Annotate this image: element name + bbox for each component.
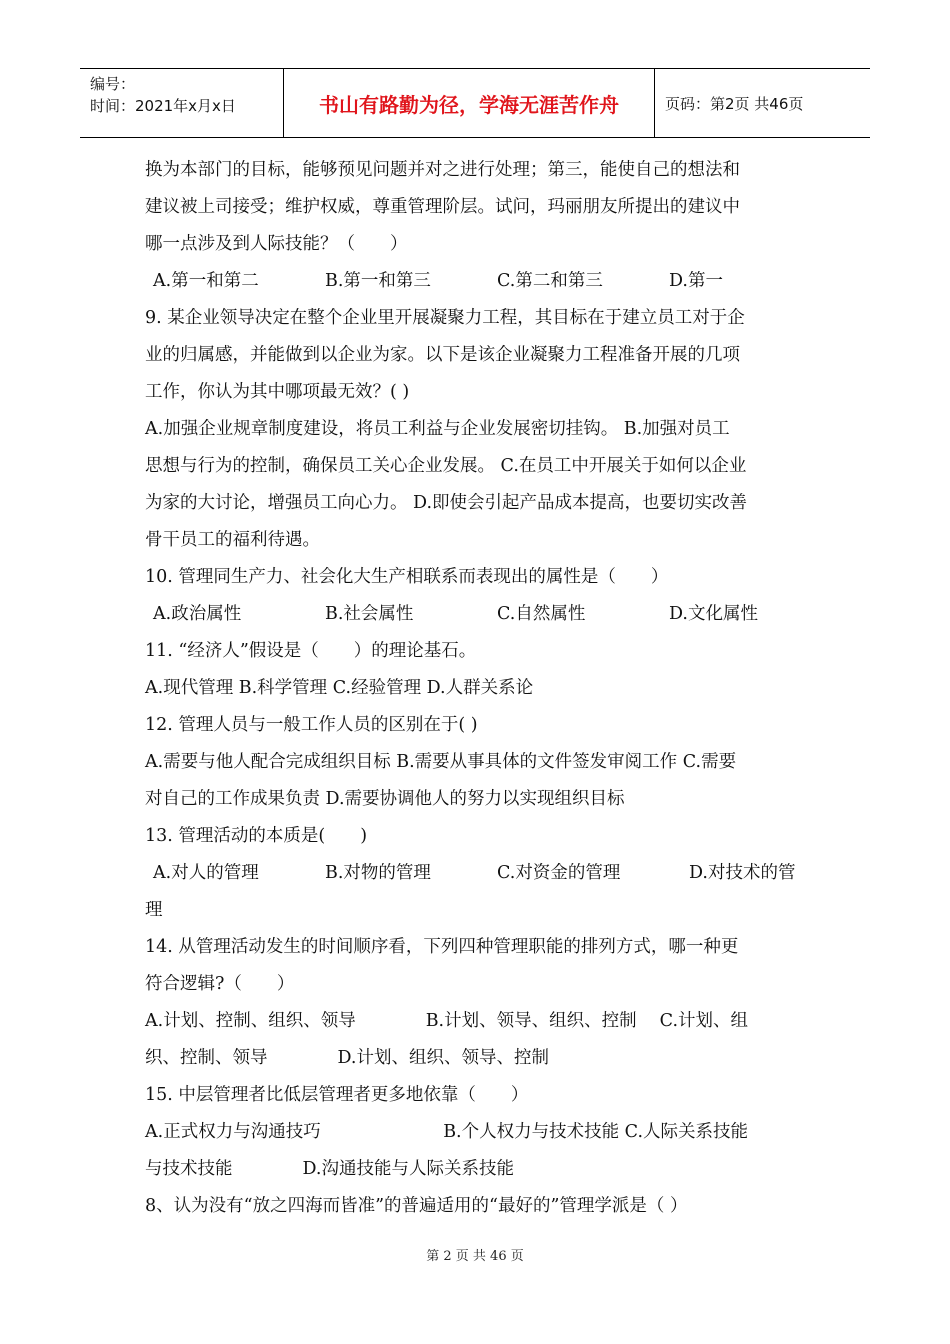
text-line: 换为本部门的目标，能够预见问题并对之进行处理；第三，能使自己的想法和 (145, 160, 740, 180)
text-line: 与技术技能 D.沟通技能与人际关系技能 (145, 1159, 514, 1179)
text-line: 符合逻辑?（ ） (145, 974, 295, 994)
header-page-code: 页码：第2页 共46页 (665, 94, 804, 113)
text-line: 建议被上司接受；维护权威，尊重管理阶层。试问，玛丽朋友所提出的建议中 (145, 197, 740, 217)
doc-number-label: 编号： (90, 75, 136, 93)
question-9-stem: 9. 某企业领导决定在整个企业里开展凝聚力工程，其目标在于建立员工对于企 (145, 308, 745, 328)
question-8-options (145, 263, 813, 300)
question-14-stem: 14. 从管理活动发生的时间顺序看，下列四种管理职能的排列方式，哪一种更 (145, 937, 739, 957)
option-d: D.文化属性 (669, 604, 758, 624)
header-motto: 书山有路勤为径，学海无涯苦作舟 (283, 69, 655, 137)
option-a: A.对人的管理 (153, 863, 259, 883)
option-c: C.对资金的管理 (497, 863, 621, 883)
option-d: D.第一 (669, 271, 723, 291)
text-line: 哪一点涉及到人际技能？（ ） (145, 234, 408, 254)
question-15-stem: 15. 中层管理者比低层管理者更多地依靠（ ） (145, 1085, 529, 1105)
text-line: 思想与行为的控制，确保员工关心企业发展。 C.在员工中开展关于如何以企业 (145, 456, 747, 476)
option-c: C.第二和第三 (497, 271, 603, 291)
question-11-stem: 11. “经济人”假设是（ ）的理论基石。 (145, 641, 477, 661)
page-header (80, 68, 870, 138)
doc-time-label: 时间：2021年x月x日 (90, 97, 236, 115)
text-line: A.计划、控制、组织、领导 B.计划、领导、组织、控制 C.计划、组 (145, 1011, 749, 1031)
text-line: 理 (145, 900, 163, 920)
option-b: B.社会属性 (325, 604, 414, 624)
document-body (145, 152, 813, 1225)
question-13-options (145, 855, 813, 892)
question-10-stem: 10. 管理同生产力、社会化大生产相联系而表现出的属性是（ ） (145, 567, 669, 587)
text-line: 织、控制、领导 D.计划、组织、领导、控制 (145, 1048, 549, 1068)
option-c: C.自然属性 (497, 604, 586, 624)
option-b: B.第一和第三 (325, 271, 431, 291)
question-13-stem: 13. 管理活动的本质是( ) (145, 826, 368, 846)
header-meta (80, 69, 283, 137)
question-12-stem: 12. 管理人员与一般工作人员的区别在于( ) (145, 715, 478, 735)
text-line: A.加强企业规章制度建设，将员工利益与企业发展密切挂钩。 B.加强对员工 (145, 419, 730, 439)
text-line: A.正式权力与沟通技巧 B.个人权力与技术技能 C.人际关系技能 (145, 1122, 749, 1142)
option-d: D.对技术的管 (689, 863, 796, 883)
text-line: A.需要与他人配合完成组织目标 B.需要从事具体的文件签发审阅工作 C.需要 (145, 752, 737, 772)
text-line: 对自己的工作成果负责 D.需要协调他人的努力以实现组织目标 (145, 789, 625, 809)
option-a: A.政治属性 (153, 604, 242, 624)
text-line: 为家的大讨论，增强员工向心力。 D.即使会引起产品成本提高，也要切实改善 (145, 493, 748, 513)
text-line: 工作，你认为其中哪项最无效？( ) (145, 382, 410, 402)
text-line: 骨干员工的福利待遇。 (145, 530, 320, 550)
text-line: 业的归属感，并能做到以企业为家。以下是该企业凝聚力工程准备开展的几项 (145, 345, 740, 365)
question-10-options (145, 596, 813, 633)
question-11-options: A.现代管理 B.科学管理 C.经验管理 D.人群关系论 (145, 678, 534, 698)
question-8b-stem: 8、认为没有“放之四海而皆准”的普遍适用的“最好的”管理学派是（ ） (145, 1196, 688, 1216)
option-a: A.第一和第二 (153, 271, 259, 291)
option-b: B.对物的管理 (325, 863, 431, 883)
page-footer: 第 2 页 共 46 页 (426, 1249, 524, 1264)
